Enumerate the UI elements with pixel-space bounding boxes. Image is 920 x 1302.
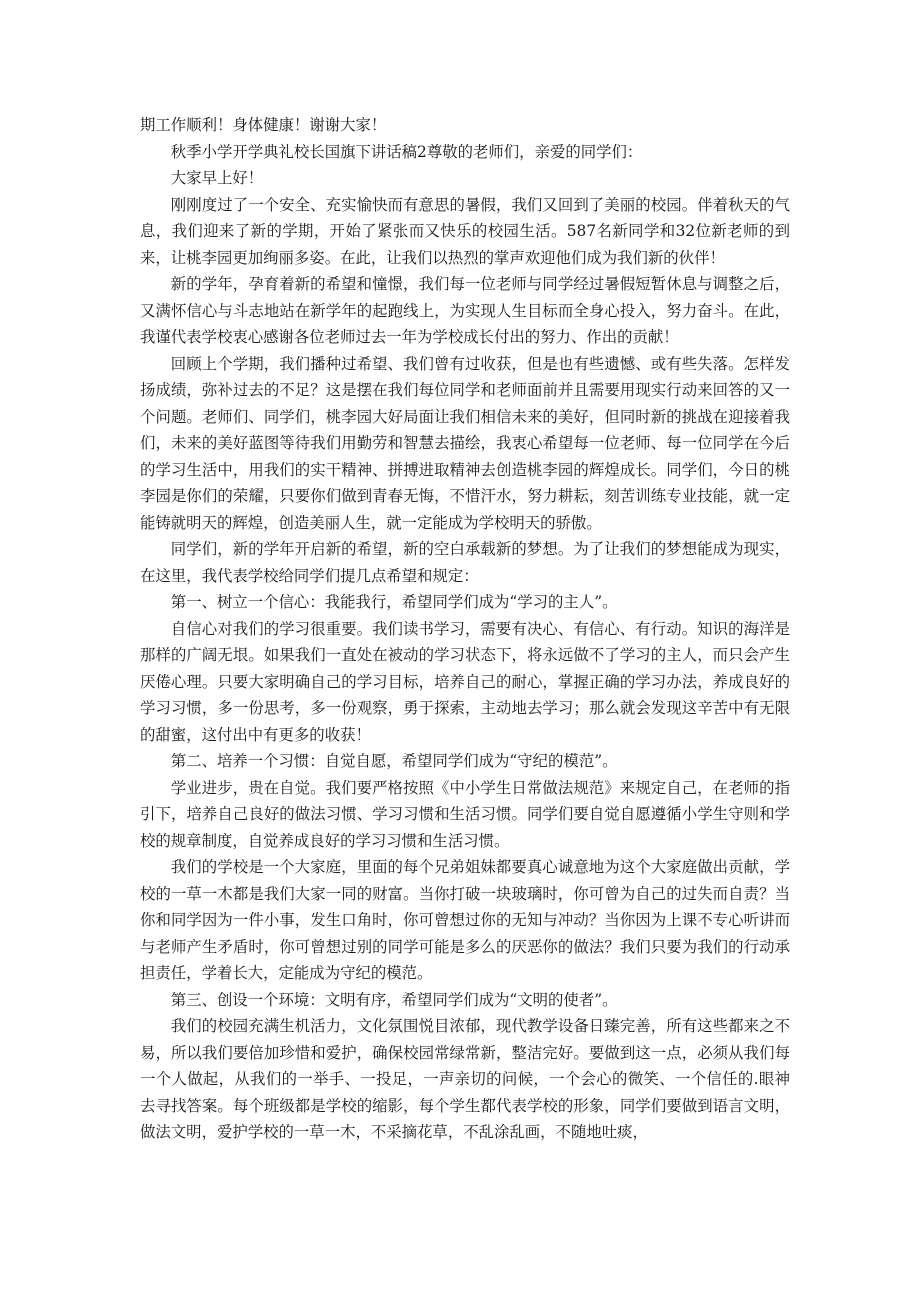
paragraph: 自信心对我们的学习很重要。我们读书学习，需要有决心、有信心、有行动。知识的海洋是那样的广阔无垠。如果我们一直处在被动的学习状态下，将永远做不了学习的主人，而只会产生厌倦心理。只要大家明确自己的学习目标，培养自己的耐心，掌握正确的学习办法，养成良好的学习习惯，多一份思考，多一份观察，勇于探索，主动地去学习；那么就会发现这辛苦中有无限的甜蜜，这付出中有更多的收获！ [140, 619, 790, 744]
paragraph: 我们的学校是一个大家庭，里面的每个兄弟姐妹都要真心诚意地为这个大家庭做出贡献，学校的一草一木都是我们大家一同的财富。当你打破一块玻璃时，你可曾为自己的过失而自责？当你和同学因为一件小事，发生口角时，你可曾想过你的无知与冲动？当你因为上课不专心听讲而与老师产生矛盾时，你可曾想过别的同学可能是多么的厌恶你的做法？我们只要为我们的行动承担责任，学着长大，定能成为守纪的模范。 [140, 858, 790, 982]
paragraph-point-heading: 第二、培养一个习惯：自觉自愿，希望同学们成为“守纪的模范”。 [170, 752, 618, 770]
paragraph-point-heading: 第三、创设一个环境：文明有序，希望同学们成为“文明的使者”。 [170, 990, 618, 1009]
paragraph: 刚刚度过了一个安全、充实愉快而有意思的暑假，我们又回到了美丽的校园。伴着秋天的气息，我们迎来了新的学期，开始了紧张而又快乐的校园生活。587名新同学和32位新老师的到来，让桃李园更加绚丽多姿。在此，让我们以热烈的掌声欢迎他们成为我们新的伙伴！ [140, 195, 790, 267]
paragraph-speech-title: 秋季小学开学典礼校长国旗下讲话稿2尊敬的老师们，亲爱的同学们： [170, 142, 643, 161]
paragraph: 我们的校园充满生机活力，文化氛围悦目浓郁，现代教学设备日臻完善，所有这些都来之不易，所以我们要倍加珍惜和爱护，确保校园常绿常新，整洁完好。要做到这一点，必须从我们每一个人做起，从我们的一举手、一投足，一声亲切的问候，一个会心的微笑、一个信任的.眼神去寻找答案。每个班级都是学校的缩影，每个学生都代表学校的形象，同学们要做到语言文明，做法文明，爱护学校的一草一木，不采摘花草，不乱涂乱画，不随地吐痰， [140, 1017, 790, 1141]
paragraph: 同学们，新的学年开启新的希望，新的空白承载新的梦想。为了让我们的梦想能成为现实，在这里，我代表学校给同学们提几点希望和规定： [140, 540, 790, 585]
document-body [140, 112, 790, 1146]
paragraph-point-heading: 第一、树立一个信心：我能我行，希望同学们成为“学习的主人”。 [170, 593, 618, 611]
paragraph: 学业进步，贵在自觉。我们要严格按照《中小学生日常做法规范》来规定自己，在老师的指引下，培养自己良好的做法习惯、学习习惯和生活习惯。同学们要自觉自愿遵循小学生守则和学校的规章制度，自觉养成良好的学习习惯和生活习惯。 [140, 778, 790, 850]
paragraph: 回顾上个学期，我们播种过希望、我们曾有过收获，但是也有些遗憾、或有些失落。怎样发扬成绩，弥补过去的不足？这是摆在我们每位同学和老师面前并且需要用现实行动来回答的又一个问题。老师们、同学们，桃李园大好局面让我们相信未来的美好，但同时新的挑战在迎接着我们，未来的美好蓝图等待我们用勤劳和智慧去描绘，我衷心希望每一位老师、每一位同学在今后的学习生活中，用我们的实干精神、拼搏进取精神去创造桃李园的辉煌成长。同学们，今日的桃李园是你们的荣耀，只要你们做到青春无悔，不惜汗水，努力耕耘，刻苦训练专业技能，就一定能铸就明天的辉煌，创造美丽人生，就一定能成为学校明天的骄傲。 [140, 354, 790, 532]
paragraph: 期工作顺利！身体健康！谢谢大家！ [140, 116, 387, 134]
paragraph: 新的学年，孕育着新的希望和憧憬，我们每一位老师与同学经过暑假短暂休息与调整之后，又满怀信心与斗志地站在新学年的起跑线上，为实现人生目标而全身心投入，努力奋斗。在此，我谨代表学校衷心感谢各位老师过去一年为学校成长付出的努力、作出的贡献！ [140, 275, 790, 346]
paragraph-greeting: 大家早上好！ [170, 169, 264, 187]
